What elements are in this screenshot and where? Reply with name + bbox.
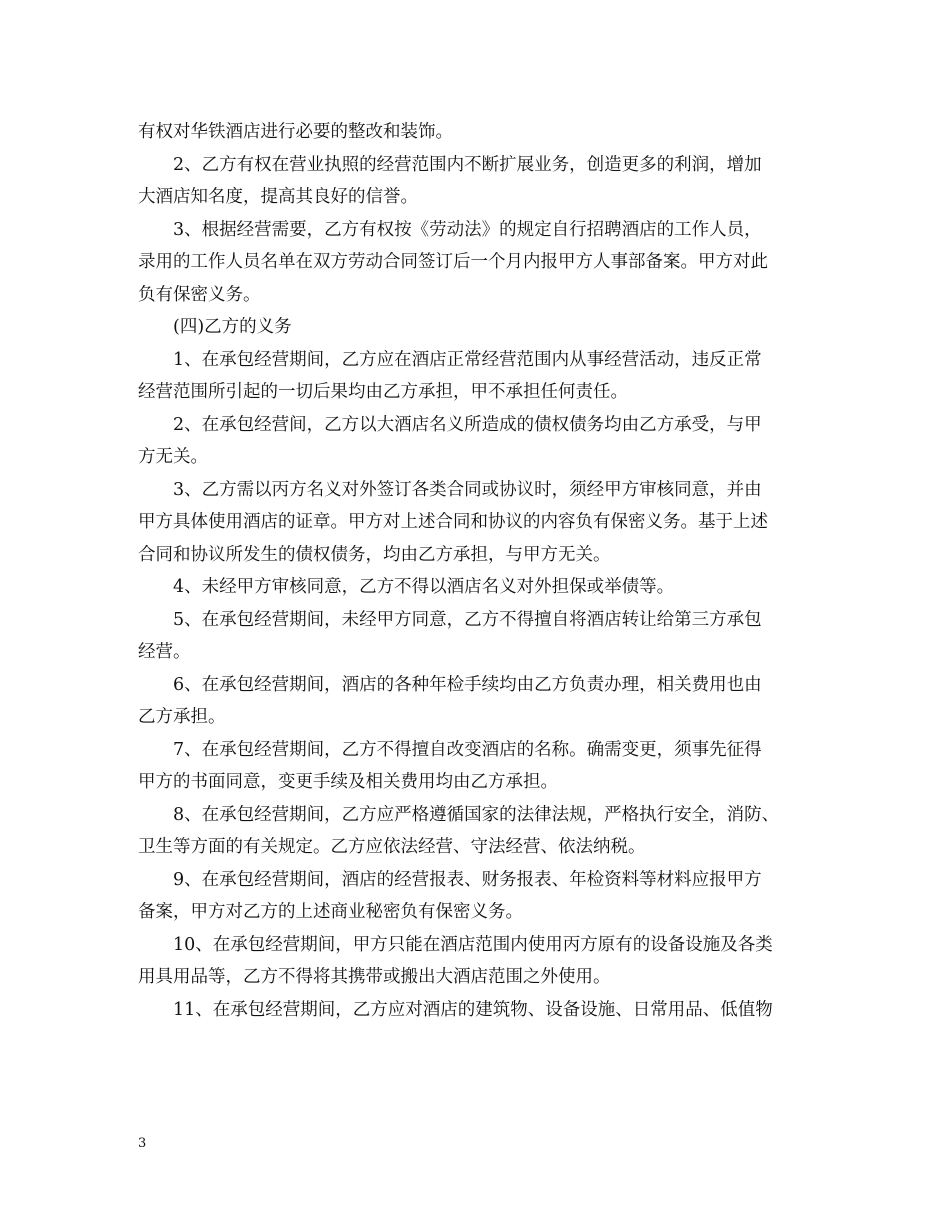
- text-line: 负有保密义务。: [138, 284, 261, 305]
- page-number: 3: [138, 1136, 147, 1151]
- text-line: 大酒店知名度，提高其良好的信誉。: [138, 187, 418, 207]
- text-line: 5、在承包经营期间，未经甲方同意，乙方不得擅自将酒店转让给第三方承包: [173, 609, 762, 630]
- text-line: 卫生等方面的有关规定。乙方应依法经营、守法经营、依法纳税。: [138, 837, 646, 857]
- text-line: 2、在承包经营间，乙方以大酒店名义所造成的债权债务均由乙方承受，与甲: [173, 414, 762, 435]
- text-line: 甲方的书面同意，变更手续及相关费用均由乙方承担。: [138, 772, 558, 792]
- body-text: [138, 116, 814, 1026]
- text-line: 乙方承担。: [138, 707, 226, 727]
- text-line: 经营。: [138, 642, 191, 662]
- text-line: 备案，甲方对乙方的上述商业秘密负有保密义务。: [138, 902, 523, 922]
- text-line: 10、在承包经营期间，甲方只能在酒店范围内使用丙方原有的设备设施及各类: [173, 934, 773, 955]
- text-line: 9、在承包经营期间，酒店的经营报表、财务报表、年检资料等材料应报甲方: [173, 869, 762, 890]
- text-line: 方无关。: [138, 447, 208, 467]
- text-line: 甲方具体使用酒店的证章。甲方对上述合同和协议的内容负有保密义务。基于上述: [138, 512, 768, 532]
- text-line: 3、根据经营需要，乙方有权按《劳动法》的规定自行招聘酒店的工作人员，: [173, 219, 762, 240]
- text-line: 1、在承包经营期间，乙方应在酒店正常经营范围内从事经营活动，违反正常: [173, 349, 762, 370]
- text-line: 6、在承包经营期间，酒店的各种年检手续均由乙方负责办理，相关费用也由: [173, 674, 762, 695]
- text-line: (四)乙方的义务: [173, 317, 292, 337]
- text-line: 用具用品等，乙方不得将其携带或搬出大酒店范围之外使用。: [138, 967, 611, 987]
- text-line: 11、在承包经营期间，乙方应对酒店的建筑物、设备设施、日常用品、低值物: [173, 999, 773, 1020]
- text-line: 合同和协议所发生的债权债务，均由乙方承担，与甲方无关。: [138, 544, 611, 565]
- text-line: 录用的工作人员名单在双方劳动合同签订后一个月内报甲方人事部备案。甲方对此: [138, 252, 768, 272]
- text-line: 7、在承包经营期间，乙方不得擅自改变酒店的名称。确需变更，须事先征得: [173, 739, 762, 760]
- text-line: 有权对华铁酒店进行必要的整改和装饰。: [138, 122, 453, 142]
- text-line: 4、未经甲方审核同意，乙方不得以酒店名义对外担保或举债等。: [173, 577, 675, 597]
- text-line: 8、在承包经营期间，乙方应严格遵循国家的法律法规，严格执行安全，消防、: [173, 804, 780, 825]
- text-line: 2、乙方有权在营业执照的经营范围内不断扩展业务，创造更多的利润，增加: [173, 154, 762, 175]
- text-line: 3、乙方需以丙方名义对外签订各类合同或协议时，须经甲方审核同意，并由: [173, 479, 762, 500]
- text-line: 经营范围所引起的一切后果均由乙方承担，甲不承担任何责任。: [138, 382, 628, 402]
